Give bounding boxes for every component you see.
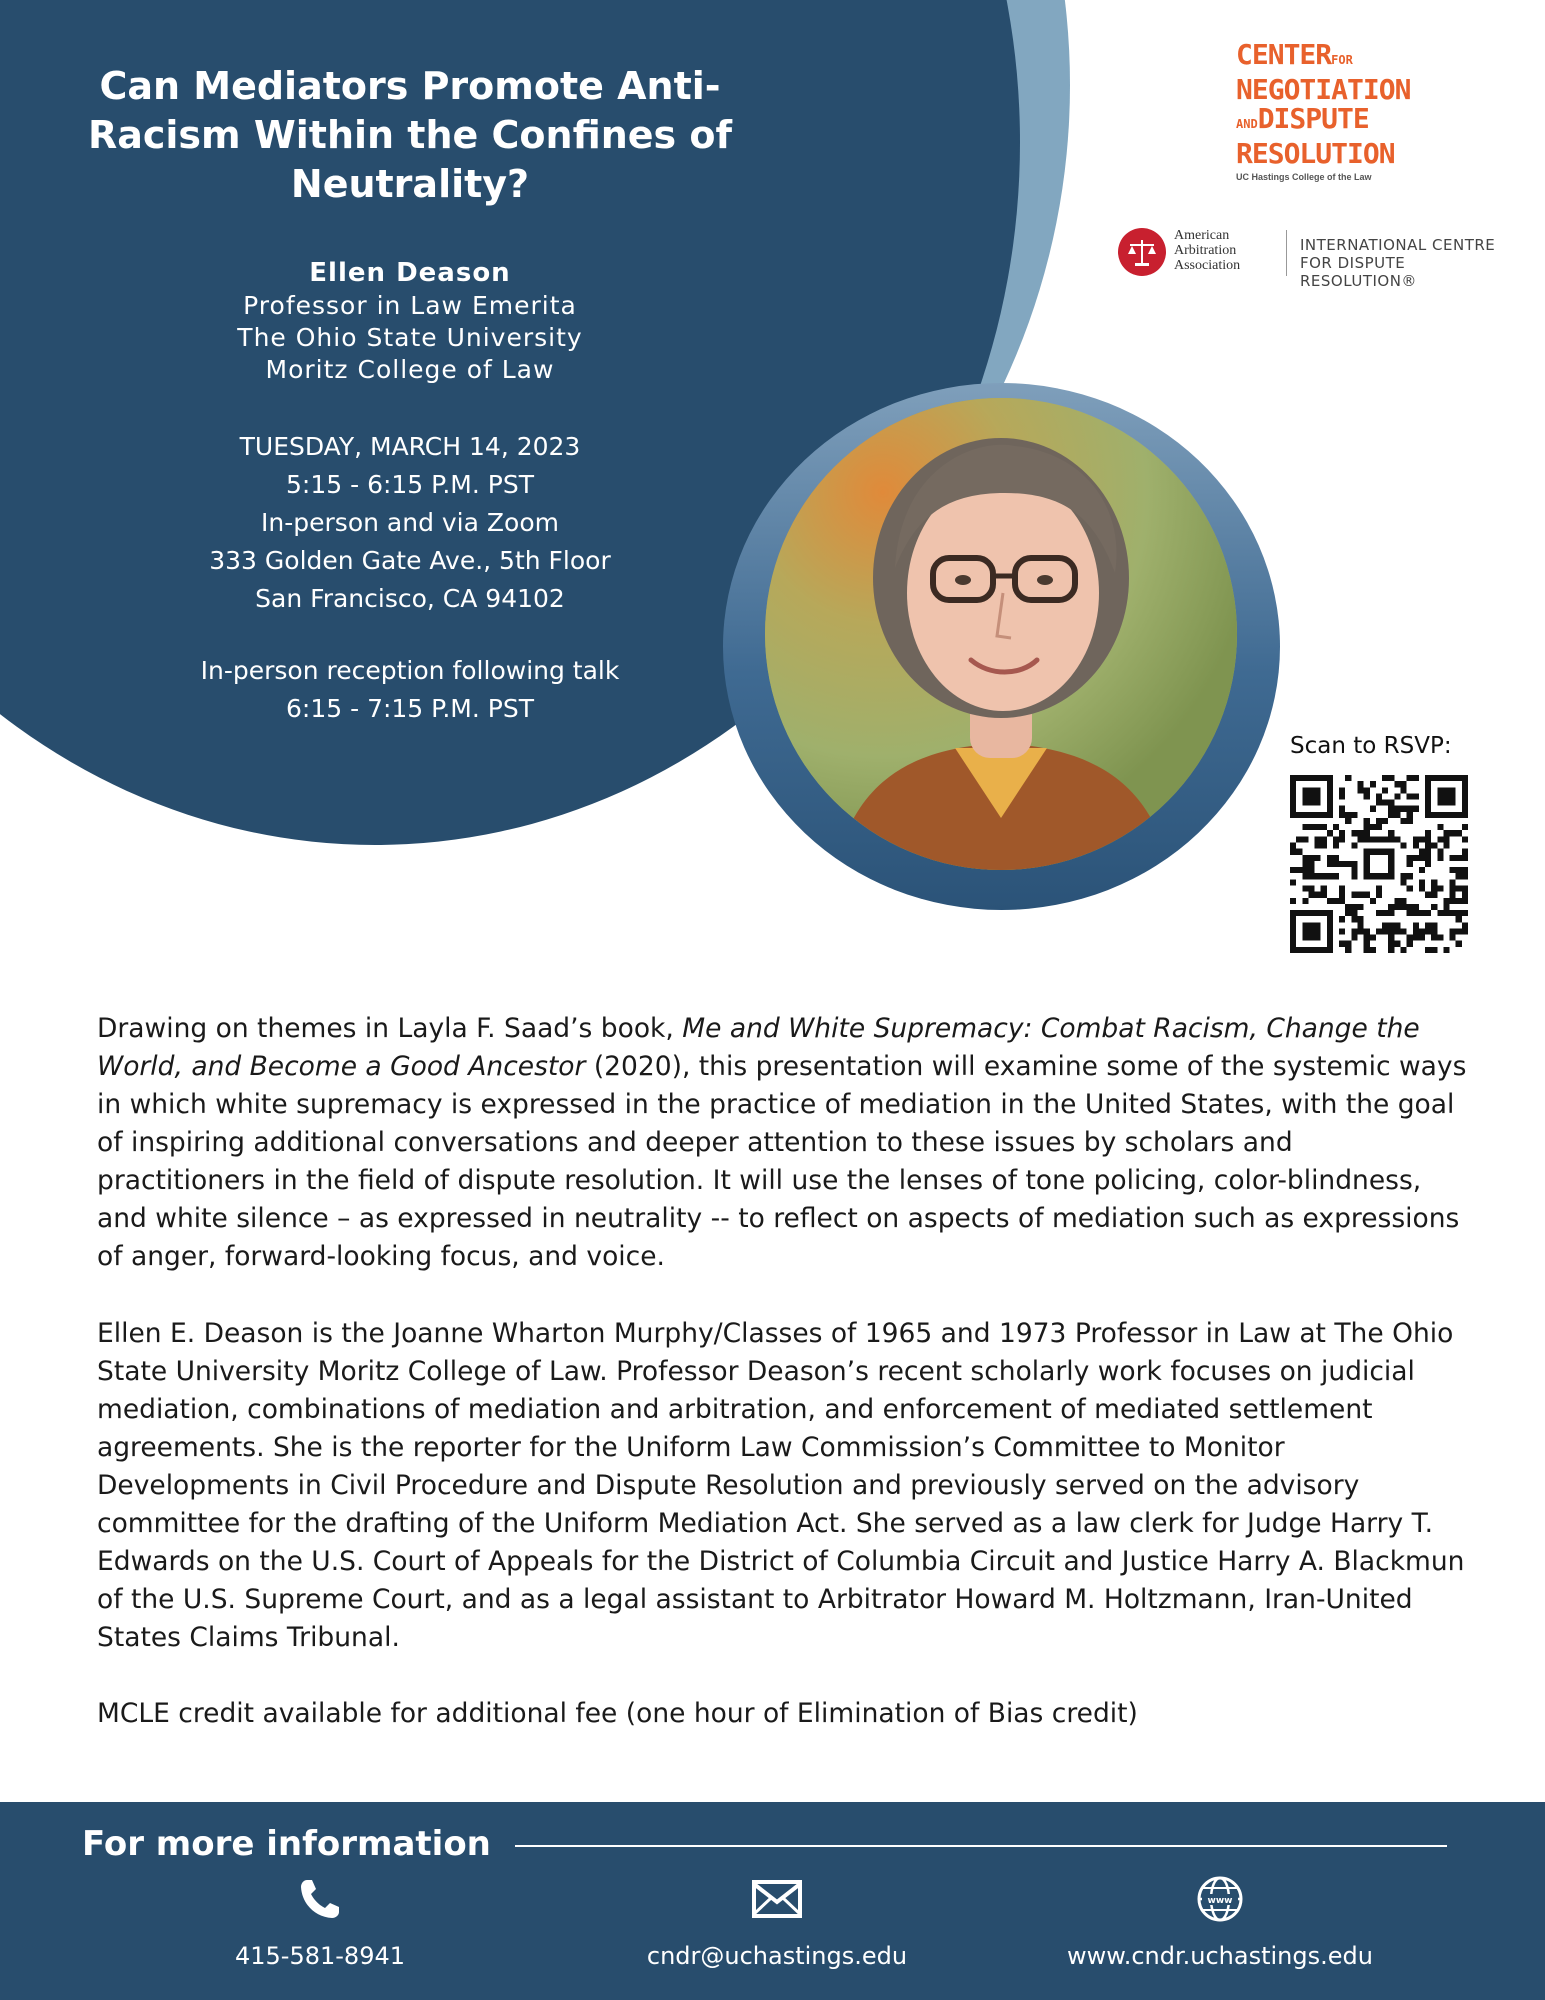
contact-phone[interactable] (140, 1874, 500, 1970)
abstract-intro: Drawing on themes in Layla F. Saad’s book, (97, 1013, 683, 1044)
footer-divider (515, 1845, 1447, 1847)
speaker-bio: Ellen E. Deason is the Joanne Wharton Murphy/Classes of 1965 and 1973 Professor in Law at The Ohio State University Moritz College of Law. Professor Deason’s recent scholarly work focuses on judicial mediation, combinations of mediation and arbitration, and enforcement of mediated settlement agreements. She is the reporter for the Uniform Law Commission’s Committee to Monitor Developments in Civil Procedure and Dispute Resolution and previously served on the advisory committee for the drafting of the Uniform Mediation Act. She served as a law clerk for Judge Harry T. Edwards on the U.S. Court of Appeals for the District of Columbia Circuit and Justice Harry A. Blackmun of the U.S. Supreme Court, and as a legal assistant to Arbitrator Howard M. Holtzmann, Iran-United States Claims Tribunal. (97, 1318, 1465, 1653)
more-info-heading: For more information (82, 1824, 491, 1864)
event-details (60, 428, 760, 618)
abstract-paragraph (97, 1010, 1467, 1276)
mcle-note: MCLE credit available for additional fee (one hour of Elimination of Bias credit) (97, 1698, 1138, 1729)
logo-divider (1286, 230, 1287, 276)
contact-website[interactable] (1040, 1874, 1400, 1970)
website-url[interactable]: www.cndr.uchastings.edu (1067, 1942, 1373, 1970)
contact-email[interactable] (597, 1874, 957, 1970)
cndr-subtitle: UC Hastings College of the Law (1236, 172, 1372, 182)
aaa-name-line: American (1174, 228, 1230, 243)
reception-note: In-person reception following talk (200, 656, 620, 685)
phone-number[interactable]: 415-581-8941 (234, 1942, 405, 1970)
speaker-name: Ellen Deason (309, 258, 511, 288)
cndr-word-resolution: RESOLUTION (1236, 137, 1395, 170)
speaker-college: Moritz College of Law (265, 355, 555, 384)
footer (0, 1802, 1545, 2000)
aaa-name-line: Association (1174, 258, 1241, 273)
cndr-word-for: FOR (1331, 53, 1353, 67)
event-date: TUESDAY, MARCH 14, 2023 (239, 432, 581, 461)
cndr-word-and: AND (1236, 117, 1258, 131)
abstract-body: (2020), this presentation will examine some of the systemic ways in which white supremacy is expressed in the practice of mediation in the United States, with the goal of inspiring additional conversations and deeper attention to these issues by scholars and practitioners in the field of dispute resolution. It will use the lenses of tone policing, color-blindness, and white silence – as expressed in neutrality -- to reflect on aspects of mediation such as expressions of anger, forward-looking focus, and voice. (97, 1051, 1467, 1272)
event-format: In-person and via Zoom (261, 508, 559, 537)
event-time: 5:15 - 6:15 P.M. PST (286, 470, 534, 499)
speaker-photo (765, 398, 1237, 870)
reception-details (60, 652, 760, 728)
svg-text:www: www (1207, 1896, 1233, 1906)
rsvp-label: Scan to RSVP: (1290, 733, 1452, 759)
envelope-icon (752, 1874, 802, 1924)
speaker-title: Professor in Law Emerita (243, 291, 577, 320)
aaa-name-line: Arbitration (1174, 243, 1237, 258)
speaker-university: The Ohio State University (237, 323, 583, 352)
reception-time: 6:15 - 7:15 P.M. PST (286, 694, 534, 723)
event-title: Can Mediators Promote Anti-Racism Within the Confines of Neutrality? (87, 64, 733, 206)
globe-icon (1195, 1874, 1245, 1924)
cndr-word-negotiation: NEGOTIATION (1236, 73, 1411, 106)
icdr-name-line: INTERNATIONAL CENTRE (1300, 236, 1496, 254)
phone-icon (295, 1874, 345, 1924)
icdr-name-line: FOR DISPUTE RESOLUTION® (1300, 254, 1417, 290)
book-title: Me and White Supremacy: Combat Racism, Change the World, and Become a Good Ancestor (97, 1013, 1420, 1082)
event-city: San Francisco, CA 94102 (255, 584, 565, 613)
aaa-icdr-logo (1118, 228, 1518, 290)
aaa-seal-icon (1118, 228, 1166, 276)
cndr-word-center: CENTER (1236, 38, 1332, 71)
email-address[interactable]: cndr@uchastings.edu (646, 1942, 908, 1970)
cndr-word-dispute: DISPUTE (1257, 102, 1369, 135)
event-address: 333 Golden Gate Ave., 5th Floor (209, 546, 611, 575)
icdr-name (1300, 236, 1518, 290)
cndr-logo (1236, 38, 1411, 182)
speaker-portrait-illustration (765, 398, 1237, 870)
rsvp-qr-code[interactable] (1290, 775, 1468, 953)
aaa-name (1174, 228, 1240, 273)
speaker-affiliation (60, 290, 760, 386)
